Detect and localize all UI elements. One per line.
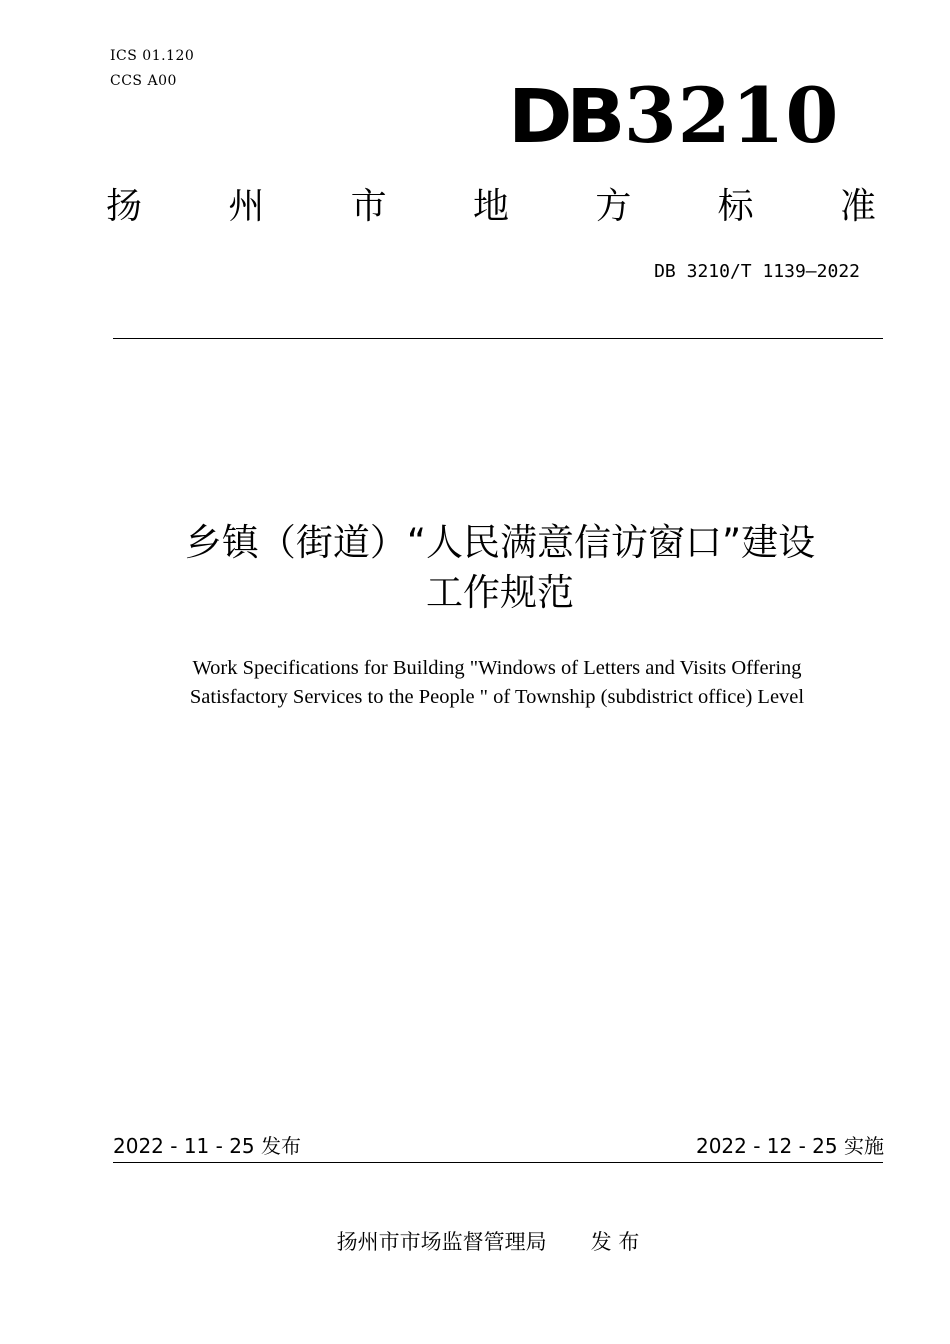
ccs-code: CCS A00 (110, 73, 177, 89)
english-title (60, 654, 934, 712)
db-logo-prefix: DB (508, 74, 620, 160)
issuer-line (0, 1228, 950, 1256)
standard-type-char: 方 (595, 186, 632, 227)
standard-type-title (106, 185, 876, 229)
standard-type-char: 地 (472, 186, 509, 227)
issue-date: 2022 - 11 - 25 发布 (113, 1134, 302, 1158)
bottom-divider (113, 1162, 883, 1163)
standard-type-char: 扬 (106, 186, 143, 227)
standard-type-char: 市 (350, 186, 387, 227)
issuer-name: 扬州市市场监督管理局 (336, 1230, 547, 1254)
implementation-date: 2022 - 12 - 25 实施 (695, 1134, 884, 1158)
ics-code: ICS 01.120 (110, 48, 195, 64)
english-title-line2: Satisfactory Services to the People " of Township (subdistrict office) Level (189, 686, 805, 708)
standard-type-char: 州 (228, 186, 265, 227)
db-logo (508, 71, 840, 160)
db-logo-number: 3210 (623, 71, 840, 160)
standard-type-char: 准 (839, 186, 876, 227)
top-divider (113, 338, 883, 339)
issuer-action: 发 布 (590, 1230, 640, 1254)
chinese-title (60, 518, 940, 618)
chinese-title-line2: 工作规范 (426, 571, 574, 614)
english-title-line1: Work Specifications for Building "Windows of Letters and Visits Offering (192, 657, 802, 679)
standard-type-char: 标 (717, 186, 754, 227)
chinese-title-line1: 乡镇（街道）“人民满意信访窗口”建设 (184, 521, 816, 564)
standard-number: DB 3210/T 1139—2022 (654, 261, 860, 282)
